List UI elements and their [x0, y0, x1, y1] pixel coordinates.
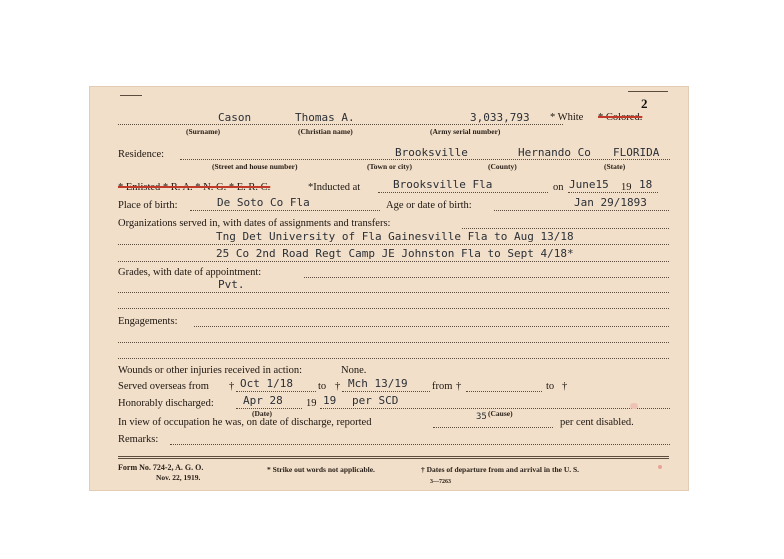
dagger-3: †	[456, 381, 462, 392]
percent-disabled-label: per cent disabled.	[560, 417, 634, 428]
card-number: 2	[641, 96, 648, 111]
discharge-cause-value: per SCD	[352, 394, 399, 407]
cause-caption: (Cause)	[488, 409, 513, 418]
town-caption: (Town or city)	[367, 162, 412, 171]
discharge-date-value: Apr 28	[243, 394, 283, 407]
dagger-2: †	[335, 381, 341, 392]
on-label: on	[553, 182, 564, 193]
age-label: Age or date of birth:	[386, 200, 472, 211]
stain-mark-2	[630, 403, 638, 409]
overseas-from-value: Oct 1/18	[240, 377, 293, 390]
served-overseas-label: Served overseas from	[118, 381, 209, 392]
remarks-label: Remarks:	[118, 434, 159, 445]
form-number: Form No. 724-2, A. G. O.	[118, 463, 204, 472]
org-line-1: Tng Det University of Fla Gainesville Fla to Aug 13/18	[216, 230, 574, 243]
wounds-value: None.	[341, 365, 367, 376]
form-date: Nov. 22, 1919.	[156, 473, 201, 482]
overseas-to-value: Mch 13/19	[348, 377, 408, 390]
occupation-label: In view of occupation he was, on date of discharge, reported	[118, 417, 372, 428]
disabled-percent-value: 35	[476, 412, 487, 422]
engagements-label: Engagements:	[118, 316, 178, 327]
dagger-note: † Dates of departure from and arrival in the U. S.	[421, 465, 580, 474]
inducted-on-date-value: June15	[569, 178, 609, 191]
place-of-birth-label: Place of birth:	[118, 200, 178, 211]
residence-label: Residence:	[118, 149, 165, 160]
colored-label: * Colored.	[598, 112, 643, 123]
discharge-year-value: 19	[323, 394, 337, 407]
dagger-4: †	[562, 381, 568, 392]
white-label: * White	[550, 112, 584, 123]
dagger-1: †	[229, 381, 235, 392]
county-caption: (County)	[488, 162, 517, 171]
stain-mark	[658, 465, 662, 469]
date-caption: (Date)	[252, 409, 272, 418]
from-label: from	[432, 381, 453, 392]
inducted-year-prefix: 19	[621, 182, 632, 193]
organizations-label: Organizations served in, with dates of assignments and transfers:	[118, 218, 391, 229]
street-caption: (Street and house number)	[212, 162, 298, 171]
grade-value: Pvt.	[218, 278, 245, 291]
inducted-label: *Inducted at	[308, 182, 361, 193]
surname-caption: (Surname)	[186, 127, 221, 136]
discharge-year-prefix: 19	[306, 398, 317, 409]
service-record-card	[89, 86, 689, 491]
inducted-year-value: 18	[639, 178, 653, 191]
to-label-2: to	[546, 381, 555, 392]
birthdate-value: Jan 29/1893	[574, 196, 647, 209]
top-right-mark	[628, 91, 668, 92]
honorably-discharged-label: Honorably discharged:	[118, 398, 214, 409]
residence-town-value: Brooksville	[395, 146, 468, 159]
print-code: 3—7263	[430, 479, 451, 485]
army-serial-caption: (Army serial number)	[430, 127, 501, 136]
to-label-1: to	[318, 381, 327, 392]
enlisted-struck-label: * Enlisted * R. A. * N. G. * E. R. C.	[118, 182, 271, 193]
state-caption: (State)	[604, 162, 626, 171]
serial-value: 3,033,793	[470, 111, 530, 124]
residence-state-value: FLORIDA	[613, 146, 660, 159]
christian-name-caption: (Christian name)	[298, 127, 353, 136]
top-mark	[120, 95, 142, 96]
strike-note: * Strike out words not applicable.	[267, 465, 375, 474]
residence-county-value: Hernando Co	[518, 146, 591, 159]
inducted-at-value: Brooksville Fla	[393, 178, 493, 191]
birthplace-value: De Soto Co Fla	[217, 196, 310, 209]
christian-name-value: Thomas A.	[295, 111, 355, 124]
surname-value: Cason	[218, 111, 252, 124]
org-line-2: 25 Co 2nd Road Regt Camp JE Johnston Fla to Sept 4/18*	[216, 247, 574, 260]
grades-label: Grades, with date of appointment:	[118, 267, 262, 278]
wounds-label: Wounds or other injuries received in action:	[118, 365, 303, 376]
